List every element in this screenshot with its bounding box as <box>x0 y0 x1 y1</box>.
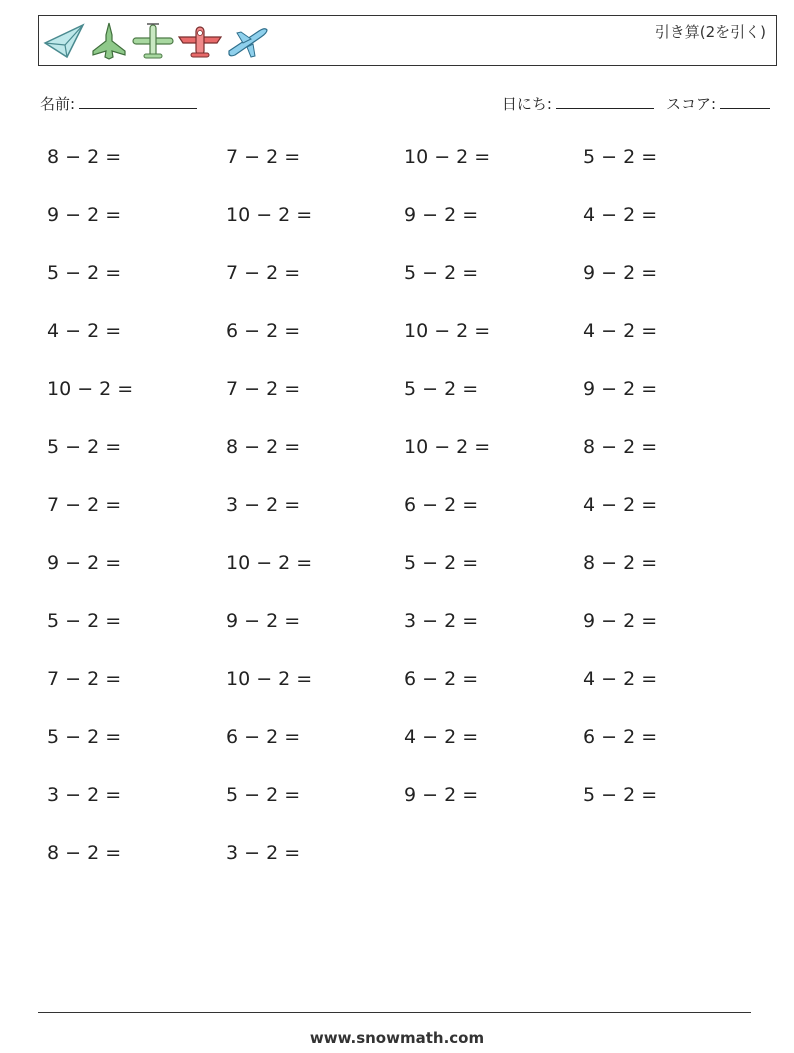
footer-divider <box>38 1012 751 1013</box>
problem-item: 3 − 2 = <box>226 842 301 864</box>
problem-item: 8 − 2 = <box>583 552 658 574</box>
propeller-plane-icon <box>131 21 175 61</box>
problem-item: 7 − 2 = <box>226 378 301 400</box>
problem-item: 8 − 2 = <box>226 436 301 458</box>
name-blank[interactable] <box>79 94 197 109</box>
problem-item: 6 − 2 = <box>404 494 479 516</box>
problem-item: 5 − 2 = <box>47 726 122 748</box>
problem-item: 5 − 2 = <box>47 436 122 458</box>
problem-item: 4 − 2 = <box>404 726 479 748</box>
header-box <box>38 15 777 66</box>
problem-item: 7 − 2 = <box>47 494 122 516</box>
blue-jet-icon <box>225 21 269 61</box>
problem-item: 4 − 2 = <box>583 320 658 342</box>
worksheet-title: 引き算(2を引く) <box>654 23 766 41</box>
problem-item: 10 − 2 = <box>404 320 491 342</box>
problem-item: 10 − 2 = <box>47 378 134 400</box>
problem-item: 9 − 2 = <box>404 784 479 806</box>
problem-item: 6 − 2 = <box>226 320 301 342</box>
paper-plane-icon <box>43 21 87 61</box>
footer-site: www.snowmath.com <box>309 1029 485 1047</box>
problem-item: 5 − 2 = <box>404 378 479 400</box>
problem-item: 10 − 2 = <box>226 204 313 226</box>
red-plane-icon <box>177 21 223 61</box>
problem-item: 6 − 2 = <box>404 668 479 690</box>
problem-item: 6 − 2 = <box>226 726 301 748</box>
problem-item: 9 − 2 = <box>404 204 479 226</box>
problem-item: 9 − 2 = <box>583 262 658 284</box>
score-field <box>666 93 770 114</box>
problem-item: 6 − 2 = <box>583 726 658 748</box>
problem-item: 3 − 2 = <box>404 610 479 632</box>
problem-item: 9 − 2 = <box>226 610 301 632</box>
problem-item: 8 − 2 = <box>583 436 658 458</box>
problem-item: 4 − 2 = <box>583 204 658 226</box>
problem-item: 5 − 2 = <box>47 610 122 632</box>
score-blank[interactable] <box>720 94 770 109</box>
name-label: 名前: <box>40 95 76 113</box>
problem-item: 3 − 2 = <box>226 494 301 516</box>
problem-item: 9 − 2 = <box>583 610 658 632</box>
problem-item: 5 − 2 = <box>226 784 301 806</box>
plane-icons <box>43 20 269 62</box>
problem-item: 10 − 2 = <box>404 436 491 458</box>
problem-item: 9 − 2 = <box>47 552 122 574</box>
date-label: 日にち: <box>501 95 552 113</box>
date-score-fields <box>502 93 770 114</box>
problem-item: 10 − 2 = <box>226 552 313 574</box>
problem-item: 9 − 2 = <box>47 204 122 226</box>
problem-item: 5 − 2 = <box>404 552 479 574</box>
problem-item: 7 − 2 = <box>226 146 301 168</box>
problem-item: 10 − 2 = <box>226 668 313 690</box>
problem-item: 3 − 2 = <box>47 784 122 806</box>
score-label: スコア: <box>665 95 716 113</box>
problem-item: 8 − 2 = <box>47 842 122 864</box>
problem-item: 5 − 2 = <box>583 784 658 806</box>
date-blank[interactable] <box>556 94 654 109</box>
problem-item: 8 − 2 = <box>47 146 122 168</box>
problem-item: 4 − 2 = <box>47 320 122 342</box>
name-field <box>40 93 197 114</box>
date-field <box>502 93 654 114</box>
problem-item: 4 − 2 = <box>583 668 658 690</box>
problem-item: 7 − 2 = <box>226 262 301 284</box>
problem-item: 5 − 2 = <box>404 262 479 284</box>
fighter-jet-icon <box>89 21 129 61</box>
problem-item: 5 − 2 = <box>47 262 122 284</box>
problem-item: 10 − 2 = <box>404 146 491 168</box>
problem-item: 4 − 2 = <box>583 494 658 516</box>
problem-item: 9 − 2 = <box>583 378 658 400</box>
problem-item: 5 − 2 = <box>583 146 658 168</box>
problem-item: 7 − 2 = <box>47 668 122 690</box>
